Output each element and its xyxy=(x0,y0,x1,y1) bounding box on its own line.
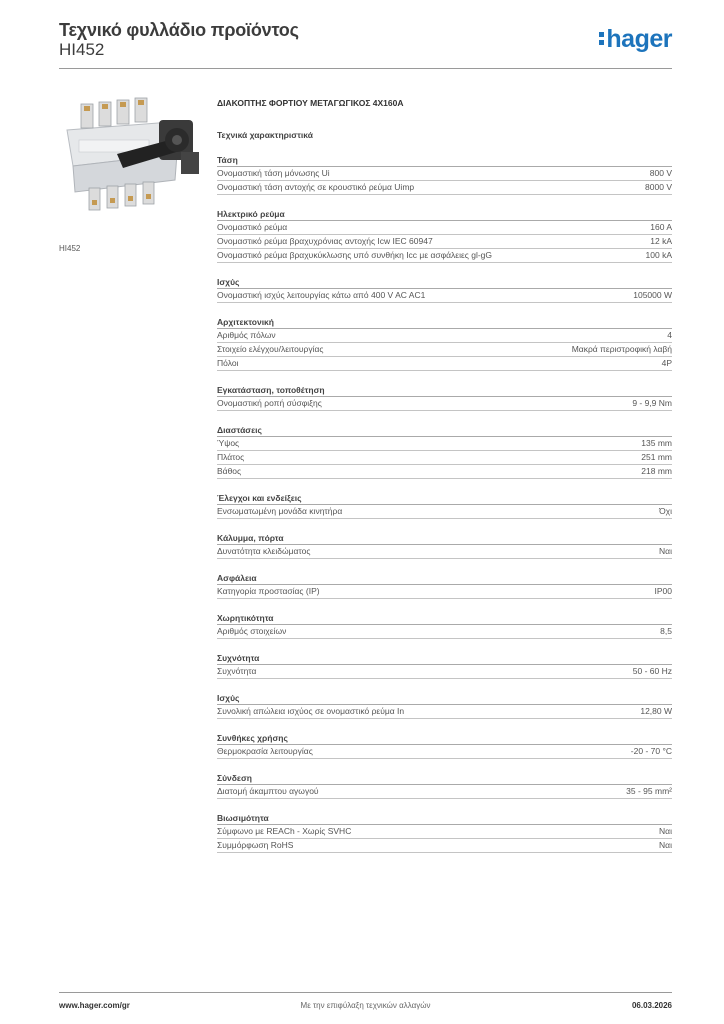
spec-group xyxy=(217,732,672,759)
logo-text: hager xyxy=(606,25,672,53)
spec-label: Θερμοκρασία λειτουργίας xyxy=(217,746,313,756)
spec-group-title: Ασφάλεια xyxy=(217,572,672,585)
spec-value: 160 A xyxy=(650,222,672,232)
spec-label: Πόλοι xyxy=(217,358,239,368)
spec-label: Ονομαστική ισχύς λειτουργίας κάτω από 400 V AC AC1 xyxy=(217,290,426,300)
spec-label: Διατομή άκαμπτου αγωγού xyxy=(217,786,319,796)
spec-label: Στοιχείο ελέγχου/λειτουργίας xyxy=(217,344,324,354)
spec-group-title: Ηλεκτρικό ρεύμα xyxy=(217,208,672,221)
spec-row xyxy=(217,397,672,411)
spec-group-title: Κάλυμμα, πόρτα xyxy=(217,532,672,545)
spec-value: 9 - 9,9 Nm xyxy=(632,398,672,408)
spec-value: 50 - 60 Hz xyxy=(632,666,672,676)
page-subtitle: HI452 xyxy=(59,40,105,59)
spec-group xyxy=(217,772,672,799)
spec-value: -20 - 70 °C xyxy=(630,746,672,756)
spec-group xyxy=(217,532,672,559)
spec-label: Βάθος xyxy=(217,466,242,476)
product-image-caption: HI452 xyxy=(59,244,81,253)
page-header xyxy=(59,20,672,66)
spec-label: Συμμόρφωση RoHS xyxy=(217,840,294,850)
spec-group-title: Σύνδεση xyxy=(217,772,672,785)
spec-label: Αριθμός πόλων xyxy=(217,330,276,340)
switch-illustration-icon xyxy=(59,92,209,237)
spec-value: 218 mm xyxy=(641,466,672,476)
page-footer xyxy=(59,1000,672,1012)
spec-row xyxy=(217,585,672,599)
spec-value: Ναι xyxy=(659,840,672,850)
spec-value: 800 V xyxy=(649,168,672,178)
spec-value: Ναι xyxy=(659,546,672,556)
spec-group xyxy=(217,812,672,853)
spec-group-title: Έλεγχοι και ενδείξεις xyxy=(217,492,672,505)
spec-heading: Τεχνικά χαρακτηριστικά xyxy=(217,130,313,140)
spec-group xyxy=(217,572,672,599)
spec-label: Ονομαστική τάση αντοχής σε κρουστικό ρεύμα Uimp xyxy=(217,182,415,192)
spec-label: Ονομαστικό ρεύμα βραχυκύκλωσης υπό συνθήκη Icc με ασφάλειες gl-gG xyxy=(217,250,493,260)
header-divider xyxy=(59,68,672,69)
spec-group xyxy=(217,424,672,479)
spec-value: Μακρά περιστροφική λαβή xyxy=(571,344,672,354)
spec-group-title: Ισχύς xyxy=(217,276,672,289)
spec-value: 105000 W xyxy=(633,290,672,300)
spec-row xyxy=(217,289,672,303)
product-image xyxy=(59,92,209,237)
spec-label: Συχνότητα xyxy=(217,666,257,676)
spec-label: Ονομαστική ροπή σύσφιξης xyxy=(217,398,322,408)
spec-group-title: Βιωσιμότητα xyxy=(217,812,672,825)
spec-group xyxy=(217,612,672,639)
spec-value: Όχι xyxy=(659,506,672,516)
spec-row xyxy=(217,839,672,853)
spec-value: 8000 V xyxy=(645,182,672,192)
spec-group xyxy=(217,652,672,679)
spec-value: 251 mm xyxy=(641,452,672,462)
spec-row xyxy=(217,249,672,263)
spec-row xyxy=(217,181,672,195)
footer-date: 06.03.2026 xyxy=(631,1001,672,1010)
page-title: Τεχνικό φυλλάδιο προϊόντος xyxy=(59,20,299,40)
spec-content xyxy=(217,97,672,853)
footer-note: Με την επιφύλαξη τεχνικών αλλαγών xyxy=(300,1001,431,1010)
spec-group xyxy=(217,316,672,371)
spec-value: 8,5 xyxy=(660,626,672,636)
spec-row xyxy=(217,343,672,357)
spec-value: Ναι xyxy=(659,826,672,836)
product-title: ΔΙΑΚΟΠΤΗΣ ΦΟΡΤΙΟΥ ΜΕΤΑΓΩΓΙΚΟΣ 4X160A xyxy=(217,98,404,108)
spec-row xyxy=(217,825,672,839)
spec-row xyxy=(217,221,672,235)
spec-value: 135 mm xyxy=(641,438,672,448)
spec-label: Συνολική απώλεια ισχύος σε ονομαστικό ρεύμα In xyxy=(217,706,405,716)
spec-group xyxy=(217,276,672,303)
spec-group xyxy=(217,692,672,719)
spec-row xyxy=(217,167,672,181)
spec-value: 12,80 W xyxy=(640,706,672,716)
spec-label: Ύψος xyxy=(217,438,240,448)
spec-row xyxy=(217,437,672,451)
spec-row xyxy=(217,357,672,371)
spec-label: Ονομαστική τάση μόνωσης Ui xyxy=(217,168,330,178)
spec-label: Ονομαστικό ρεύμα xyxy=(217,222,288,232)
spec-group-title: Ισχύς xyxy=(217,692,672,705)
spec-value: 4P xyxy=(661,358,672,368)
spec-row xyxy=(217,329,672,343)
spec-row xyxy=(217,505,672,519)
spec-group-title: Εγκατάσταση, τοποθέτηση xyxy=(217,384,672,397)
spec-group xyxy=(217,384,672,411)
spec-group xyxy=(217,208,672,263)
spec-group-title: Συνθήκες χρήσης xyxy=(217,732,672,745)
logo-dots-icon xyxy=(599,29,604,48)
spec-row xyxy=(217,705,672,719)
spec-label: Σύμφωνο με REACh - Χωρίς SVHC xyxy=(217,826,352,836)
spec-row xyxy=(217,785,672,799)
spec-value: 100 kA xyxy=(645,250,672,260)
spec-label: Πλάτος xyxy=(217,452,245,462)
spec-label: Αριθμός στοιχείων xyxy=(217,626,287,636)
spec-row xyxy=(217,465,672,479)
spec-group-title: Διαστάσεις xyxy=(217,424,672,437)
spec-label: Κατηγορία προστασίας (IP) xyxy=(217,586,320,596)
spec-value: 4 xyxy=(667,330,672,340)
spec-label: Ενσωματωμένη μονάδα κινητήρα xyxy=(217,506,343,516)
spec-label: Ονομαστικό ρεύμα βραχυχρόνιας αντοχής Icw IEC 60947 xyxy=(217,236,433,246)
spec-group-title: Αρχιτεκτονική xyxy=(217,316,672,329)
spec-row xyxy=(217,665,672,679)
spec-row xyxy=(217,451,672,465)
spec-group-title: Συχνότητα xyxy=(217,652,672,665)
spec-row xyxy=(217,235,672,249)
hager-logo xyxy=(599,25,672,55)
spec-value: 35 - 95 mm² xyxy=(626,786,672,796)
spec-group-title: Χωρητικότητα xyxy=(217,612,672,625)
spec-value: 12 kA xyxy=(650,236,672,246)
spec-group xyxy=(217,154,672,195)
spec-row xyxy=(217,745,672,759)
footer-divider xyxy=(59,992,672,993)
spec-row xyxy=(217,625,672,639)
spec-label: Δυνατότητα κλειδώματος xyxy=(217,546,311,556)
footer-url[interactable]: www.hager.com/gr xyxy=(59,1001,130,1010)
spec-groups xyxy=(217,154,672,853)
spec-group-title: Τάση xyxy=(217,154,672,167)
spec-value: IP00 xyxy=(654,586,672,596)
spec-row xyxy=(217,545,672,559)
spec-group xyxy=(217,492,672,519)
